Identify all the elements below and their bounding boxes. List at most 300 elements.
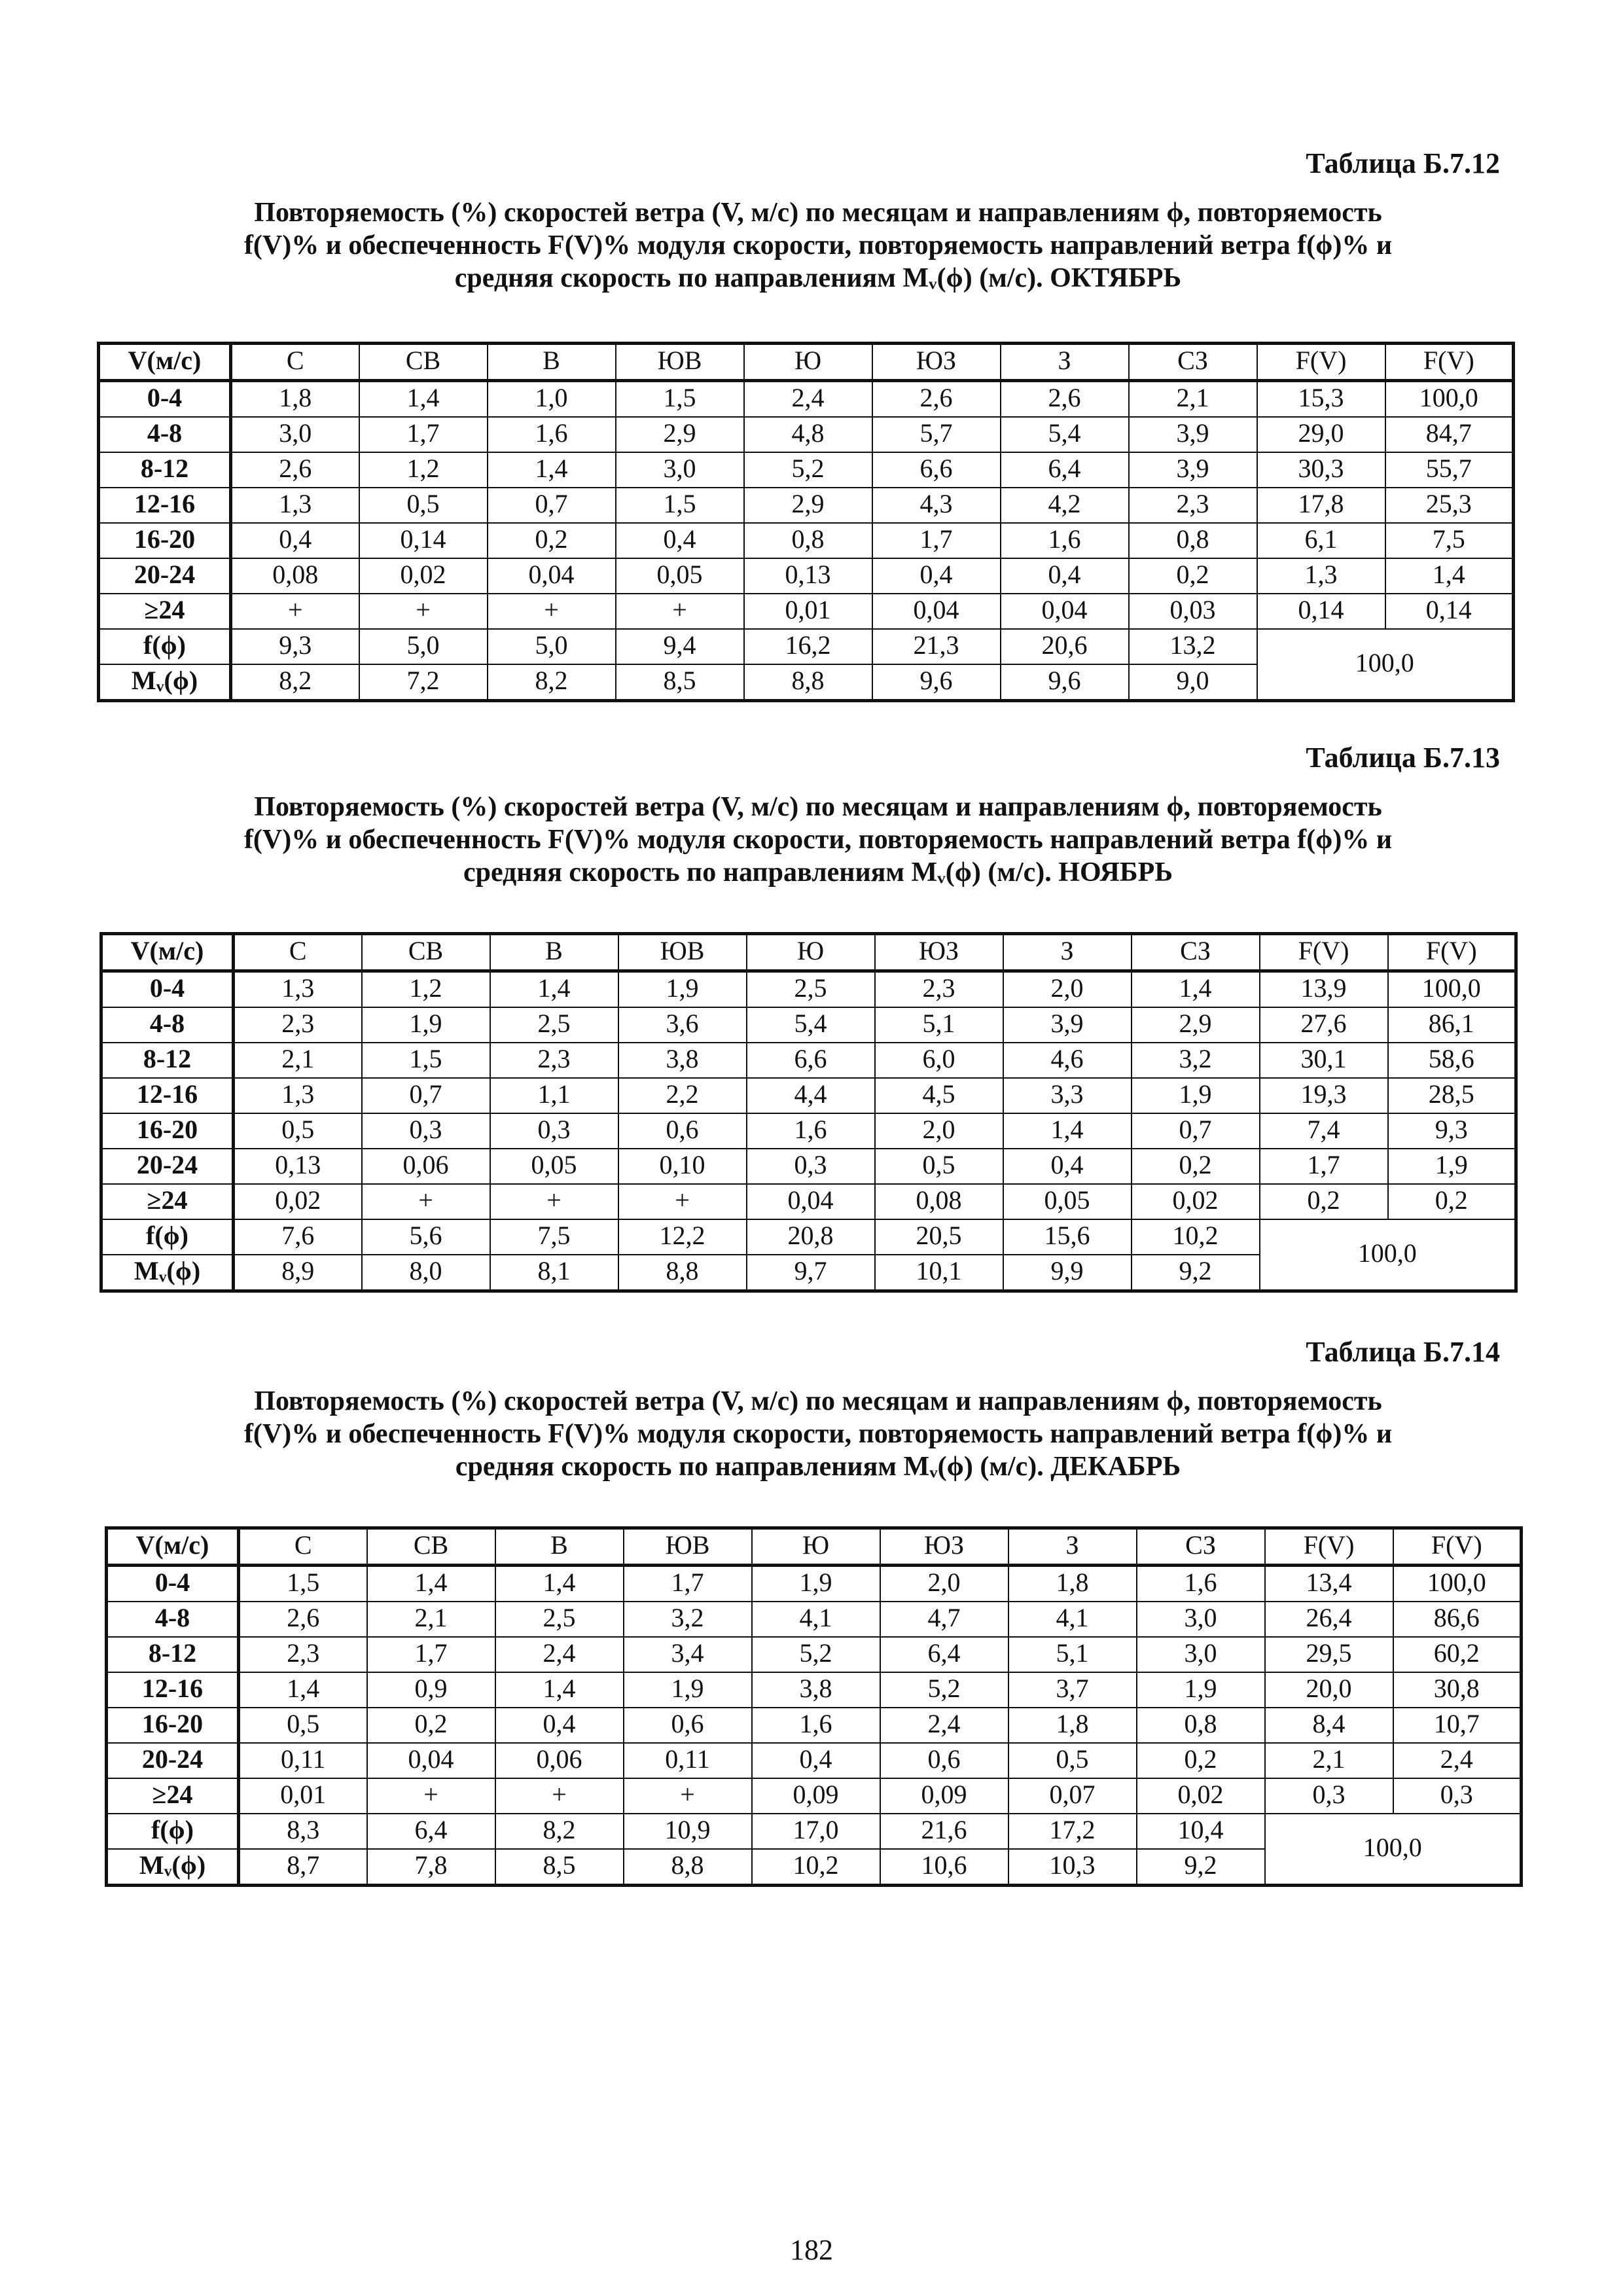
table-row [101,1149,1516,1184]
table-cell: 0,02 [1137,1778,1265,1814]
table-cell: 3,2 [1132,1043,1260,1078]
table-cell: + [367,1778,495,1814]
table-row [99,381,1514,418]
row-label: 20-24 [101,1149,234,1184]
table-cell: 5,7 [872,417,1001,452]
table-cell: 2,1 [1129,381,1257,418]
column-header: F(V) [1388,934,1516,971]
column-header: С [231,344,359,381]
column-header: СЗ [1129,344,1257,381]
table-cell: 10,7 [1393,1708,1522,1743]
table-cell: 0,8 [1137,1708,1265,1743]
table-cell: 2,2 [618,1078,747,1113]
table-cell: + [488,594,616,629]
table-cell: 8,8 [744,664,872,701]
table-cell: 0,3 [747,1149,875,1184]
table-cell: 3,8 [618,1043,747,1078]
table-cell: 2,4 [880,1708,1008,1743]
column-header: Ю [752,1528,880,1566]
header-row [107,1528,1522,1566]
table-title [118,791,1518,889]
table-row [107,1637,1522,1672]
table-row [107,1743,1522,1778]
table-cell: 29,0 [1257,417,1385,452]
row-label: f(ϕ) [101,1219,234,1255]
table-cell: 0,4 [1001,558,1129,594]
table-cell: 2,0 [1003,971,1132,1008]
table-cell: 7,4 [1260,1113,1388,1149]
table-cell: 6,6 [872,452,1001,488]
table-cell: 0,6 [618,1113,747,1149]
table-cell: 0,07 [1008,1778,1137,1814]
table-row [101,1184,1516,1219]
table-cell: 0,5 [875,1149,1003,1184]
table-cell: 1,5 [616,381,744,418]
table-cell: 2,4 [1393,1743,1522,1778]
table-cell: 2,4 [744,381,872,418]
table-cell: 0,4 [1003,1149,1132,1184]
table-cell: 30,3 [1257,452,1385,488]
table-cell: 26,4 [1265,1602,1393,1637]
table-cell: 2,6 [872,381,1001,418]
table-cell: 2,3 [234,1007,362,1043]
table-cell: 1,6 [747,1113,875,1149]
table-cell: 0,2 [488,523,616,558]
column-header-speed: V(м/с) [101,934,234,971]
table-cell: 20,0 [1265,1672,1393,1708]
table-cell: 0,05 [1003,1184,1132,1219]
table-cell: 2,5 [495,1602,624,1637]
table-cell: 8,8 [624,1849,752,1886]
table-cell: 9,4 [616,629,744,664]
table-cell: 0,02 [1132,1184,1260,1219]
table-cell: 20,5 [875,1219,1003,1255]
table-cell: 0,6 [880,1743,1008,1778]
table-cell: 2,9 [744,488,872,523]
row-label: 4-8 [99,417,231,452]
table-title-line: Повторяемость (%) скоростей ветра (V, м/с) по месяцам и направлениям ϕ, повторяемость [254,1386,1382,1416]
table-cell: 1,9 [1132,1078,1260,1113]
table-row [99,488,1514,523]
table-cell: 0,5 [1008,1743,1137,1778]
table-cell: 0,04 [488,558,616,594]
table-cell: 100,0 [1385,381,1514,418]
table-title [118,196,1518,295]
table-cell: 1,5 [362,1043,490,1078]
table-cell: 0,09 [752,1778,880,1814]
column-header: СЗ [1137,1528,1265,1566]
table-cell: 60,2 [1393,1637,1522,1672]
row-label: 4-8 [107,1602,239,1637]
total-cell: 100,0 [1265,1814,1522,1886]
table-cell: 5,2 [880,1672,1008,1708]
table-cell: 2,6 [1001,381,1129,418]
table-cell: 0,3 [490,1113,618,1149]
row-label: ≥24 [107,1778,239,1814]
column-header: В [495,1528,624,1566]
table-cell: 0,6 [624,1708,752,1743]
table-row [99,558,1514,594]
table-cell: 86,1 [1388,1007,1516,1043]
table-cell: 0,2 [1260,1184,1388,1219]
table-row [107,1672,1522,1708]
table-cell: 1,0 [488,381,616,418]
table-cell: 0,4 [752,1743,880,1778]
table-cell: 0,02 [359,558,488,594]
table-cell: 0,04 [872,594,1001,629]
table-cell: 0,2 [1129,558,1257,594]
row-label: 4-8 [101,1007,234,1043]
table-cell: 4,4 [747,1078,875,1113]
table-cell: 3,4 [624,1637,752,1672]
table-cell: 1,7 [1260,1149,1388,1184]
table-cell: 1,4 [359,381,488,418]
table-cell: 1,8 [231,381,359,418]
table-cell: 9,2 [1132,1255,1260,1291]
table-cell: 4,8 [744,417,872,452]
table-cell: 5,0 [488,629,616,664]
table-cell: 2,0 [880,1566,1008,1602]
table-row [107,1602,1522,1637]
column-header: ЮЗ [872,344,1001,381]
table-cell: 9,7 [747,1255,875,1291]
table-cell: 5,6 [362,1219,490,1255]
table-row [101,1113,1516,1149]
row-label: 20-24 [107,1743,239,1778]
row-label: 8-12 [107,1637,239,1672]
column-header: СВ [359,344,488,381]
table-cell: 0,01 [239,1778,367,1814]
table-cell: 15,3 [1257,381,1385,418]
table-title-line: Повторяемость (%) скоростей ветра (V, м/с) по месяцам и направлениям ϕ, повторяемость [254,792,1382,822]
table-cell: 3,0 [1137,1637,1265,1672]
wind-speed-table [97,342,1515,702]
table-cell: 8,8 [618,1255,747,1291]
table-cell: 1,3 [234,971,362,1008]
table-row [107,1566,1522,1602]
table-caption: Таблица Б.7.13 [1306,742,1500,774]
table-row [101,971,1516,1008]
table-cell: 4,1 [1008,1602,1137,1637]
table-cell: 1,6 [488,417,616,452]
table-cell: 7,2 [359,664,488,701]
row-label: Mᵥ(ϕ) [99,664,231,701]
table-cell: 0,14 [359,523,488,558]
table-cell: 9,6 [1001,664,1129,701]
table-cell: 2,3 [1129,488,1257,523]
column-header: С [234,934,362,971]
wind-speed-table [105,1526,1523,1887]
table-cell: 1,1 [490,1078,618,1113]
table-cell: 84,7 [1385,417,1514,452]
table-cell: 3,8 [752,1672,880,1708]
table-cell: 2,6 [239,1602,367,1637]
table-cell: 0,7 [488,488,616,523]
row-label: 20-24 [99,558,231,594]
column-header: ЮЗ [875,934,1003,971]
table-cell: 7,8 [367,1849,495,1886]
table-cell: 0,4 [495,1708,624,1743]
header-row [99,344,1514,381]
table-cell: 0,3 [362,1113,490,1149]
column-header: F(V) [1265,1528,1393,1566]
header-row [101,934,1516,971]
column-header: СВ [362,934,490,971]
table-cell: 0,06 [495,1743,624,1778]
table-title-line: средняя скорость по направлениям Mᵥ(ϕ) (м/с). ОКТЯБРЬ [454,263,1182,293]
table-cell: 55,7 [1385,452,1514,488]
table-cell: 3,9 [1003,1007,1132,1043]
table-cell: 0,04 [367,1743,495,1778]
table-title-line: средняя скорость по направлениям Mᵥ(ϕ) (м/с). ДЕКАБРЬ [455,1452,1181,1482]
row-label: 8-12 [101,1043,234,1078]
table-cell: 1,2 [362,971,490,1008]
table-cell: 1,4 [1385,558,1514,594]
table-cell: 0,4 [872,558,1001,594]
table-cell: 10,4 [1137,1814,1265,1849]
table-cell: 0,2 [1388,1184,1516,1219]
column-header: F(V) [1260,934,1388,971]
column-header: F(V) [1257,344,1385,381]
table-cell: 17,0 [752,1814,880,1849]
table-row [99,452,1514,488]
column-header: В [490,934,618,971]
table-cell: 1,9 [1388,1149,1516,1184]
table-cell: 10,3 [1008,1849,1137,1886]
column-header: СВ [367,1528,495,1566]
table-cell: 0,13 [744,558,872,594]
table-cell: 0,13 [234,1149,362,1184]
table-cell: 9,2 [1137,1849,1265,1886]
table-cell: 3,0 [616,452,744,488]
table-cell: 0,10 [618,1149,747,1184]
table-cell: 3,2 [624,1602,752,1637]
table-cell: 8,3 [239,1814,367,1849]
table-cell: 0,02 [234,1184,362,1219]
table-title-line: Повторяемость (%) скоростей ветра (V, м/с) по месяцам и направлениям ϕ, повторяемость [254,198,1382,228]
table-row-f [107,1814,1522,1849]
table-cell: 8,0 [362,1255,490,1291]
table-cell: 2,1 [1265,1743,1393,1778]
row-label: Mᵥ(ϕ) [101,1255,234,1291]
table-cell: 0,9 [367,1672,495,1708]
table-cell: 2,4 [495,1637,624,1672]
table-cell: 15,6 [1003,1219,1132,1255]
table-cell: 1,6 [1137,1566,1265,1602]
table-cell: 1,3 [1257,558,1385,594]
column-header-speed: V(м/с) [107,1528,239,1566]
table-cell: 0,05 [616,558,744,594]
table-cell: 7,5 [1385,523,1514,558]
table-cell: 0,06 [362,1149,490,1184]
table-cell: 3,0 [1137,1602,1265,1637]
table-cell: 8,5 [495,1849,624,1886]
table-cell: 0,7 [1132,1113,1260,1149]
table-cell: 20,8 [747,1219,875,1255]
column-header: ЮВ [618,934,747,971]
table-cell: 1,2 [359,452,488,488]
table-cell: 25,3 [1385,488,1514,523]
table-row-f [99,629,1514,664]
table-cell: 2,9 [616,417,744,452]
table-cell: 0,2 [1137,1743,1265,1778]
table-cell: 0,3 [1393,1778,1522,1814]
column-header: С [239,1528,367,1566]
column-header: СЗ [1132,934,1260,971]
table-cell: 0,14 [1257,594,1385,629]
column-header: В [488,344,616,381]
table-title-line: средняя скорость по направлениям Mᵥ(ϕ) (м/с). НОЯБРЬ [463,857,1173,888]
table-cell: 100,0 [1388,971,1516,1008]
table-cell: 0,01 [744,594,872,629]
column-header: ЮВ [616,344,744,381]
table-cell: 1,6 [752,1708,880,1743]
column-header: F(V) [1393,1528,1522,1566]
table-cell: 4,1 [752,1602,880,1637]
table-row [99,523,1514,558]
table-cell: 8,2 [231,664,359,701]
table-cell: 10,2 [1132,1219,1260,1255]
table-cell: 17,2 [1008,1814,1137,1849]
table-cell: 5,4 [747,1007,875,1043]
table-cell: 2,3 [875,971,1003,1008]
column-header: Ю [744,344,872,381]
table-cell: 9,6 [872,664,1001,701]
table-cell: 19,3 [1260,1078,1388,1113]
table-cell: 2,1 [234,1043,362,1078]
table-cell: 1,4 [1132,971,1260,1008]
table-cell: 1,8 [1008,1708,1137,1743]
table-cell: 1,4 [495,1672,624,1708]
table-cell: 8,5 [616,664,744,701]
table-cell: 8,2 [495,1814,624,1849]
table-cell: 27,6 [1260,1007,1388,1043]
row-label: 16-20 [101,1113,234,1149]
table-cell: 1,3 [231,488,359,523]
table-cell: 30,1 [1260,1043,1388,1078]
table-cell: 13,2 [1129,629,1257,664]
table-cell: 0,08 [875,1184,1003,1219]
table-title-line: f(V)% и обеспеченность F(V)% модуля скорости, повторяемость направлений ветра f(ϕ)% и [243,1419,1393,1449]
table-cell: 16,2 [744,629,872,664]
table-cell: 0,4 [231,523,359,558]
table-cell: 0,05 [490,1149,618,1184]
table-cell: 2,1 [367,1602,495,1637]
table-cell: + [618,1184,747,1219]
table-cell: 6,4 [367,1814,495,1849]
table-cell: 0,7 [362,1078,490,1113]
table-cell: 3,9 [1129,452,1257,488]
table-cell: 0,4 [616,523,744,558]
column-header: ЮЗ [880,1528,1008,1566]
table-cell: 2,9 [1132,1007,1260,1043]
table-cell: 0,2 [1132,1149,1260,1184]
table-cell: + [624,1778,752,1814]
table-cell: 1,9 [624,1672,752,1708]
table-cell: 2,3 [490,1043,618,1078]
row-label: 0-4 [101,971,234,1008]
table-cell: 0,11 [239,1743,367,1778]
table-cell: 1,9 [618,971,747,1008]
row-label: ≥24 [99,594,231,629]
table-cell: 2,0 [875,1113,1003,1149]
table-cell: 29,5 [1265,1637,1393,1672]
table-cell: 0,2 [367,1708,495,1743]
table-cell: 10,9 [624,1814,752,1849]
table-cell: 2,3 [239,1637,367,1672]
table-cell: 100,0 [1393,1566,1522,1602]
table-cell: 4,7 [880,1602,1008,1637]
table-cell: + [359,594,488,629]
table-cell: 3,3 [1003,1078,1132,1113]
table-cell: 2,5 [747,971,875,1008]
row-label: 16-20 [107,1708,239,1743]
table-cell: 6,4 [1001,452,1129,488]
table-cell: 0,8 [1129,523,1257,558]
table-cell: 4,2 [1001,488,1129,523]
table-cell: 8,9 [234,1255,362,1291]
table-cell: 5,0 [359,629,488,664]
table-cell: 1,7 [624,1566,752,1602]
table-cell: 0,5 [359,488,488,523]
column-header: З [1001,344,1129,381]
row-label: 8-12 [99,452,231,488]
table-cell: 1,9 [752,1566,880,1602]
table-row [107,1708,1522,1743]
row-label: ≥24 [101,1184,234,1219]
table-cell: 0,08 [231,558,359,594]
table-row [101,1007,1516,1043]
table-cell: 6,6 [747,1043,875,1078]
row-label: f(ϕ) [99,629,231,664]
total-cell: 100,0 [1257,629,1514,701]
table-caption: Таблица Б.7.12 [1306,147,1500,179]
table-cell: 1,3 [234,1078,362,1113]
table-cell: 86,6 [1393,1602,1522,1637]
table-cell: 10,1 [875,1255,1003,1291]
table-cell: 8,7 [239,1849,367,1886]
column-header: ЮВ [624,1528,752,1566]
table-cell: 10,6 [880,1849,1008,1886]
table-cell: 0,8 [744,523,872,558]
table-cell: 13,4 [1265,1566,1393,1602]
table-cell: 0,04 [1001,594,1129,629]
table-cell: 3,0 [231,417,359,452]
table-cell: + [495,1778,624,1814]
table-cell: 1,6 [1001,523,1129,558]
table-cell: 1,4 [367,1566,495,1602]
table-cell: 9,9 [1003,1255,1132,1291]
table-cell: 6,4 [880,1637,1008,1672]
wind-speed-table [99,932,1518,1293]
row-label: f(ϕ) [107,1814,239,1849]
table-cell: + [616,594,744,629]
table-cell: 5,2 [744,452,872,488]
table-cell: 4,3 [872,488,1001,523]
table-cell: 1,4 [1003,1113,1132,1149]
table-cell: 4,5 [875,1078,1003,1113]
table-caption: Таблица Б.7.14 [1306,1336,1500,1368]
table-row [99,594,1514,629]
table-cell: 6,0 [875,1043,1003,1078]
table-cell: 30,8 [1393,1672,1522,1708]
table-cell: 0,04 [747,1184,875,1219]
table-cell: 2,6 [231,452,359,488]
table-cell: 58,6 [1388,1043,1516,1078]
column-header: Ю [747,934,875,971]
table-cell: + [231,594,359,629]
table-cell: 3,7 [1008,1672,1137,1708]
